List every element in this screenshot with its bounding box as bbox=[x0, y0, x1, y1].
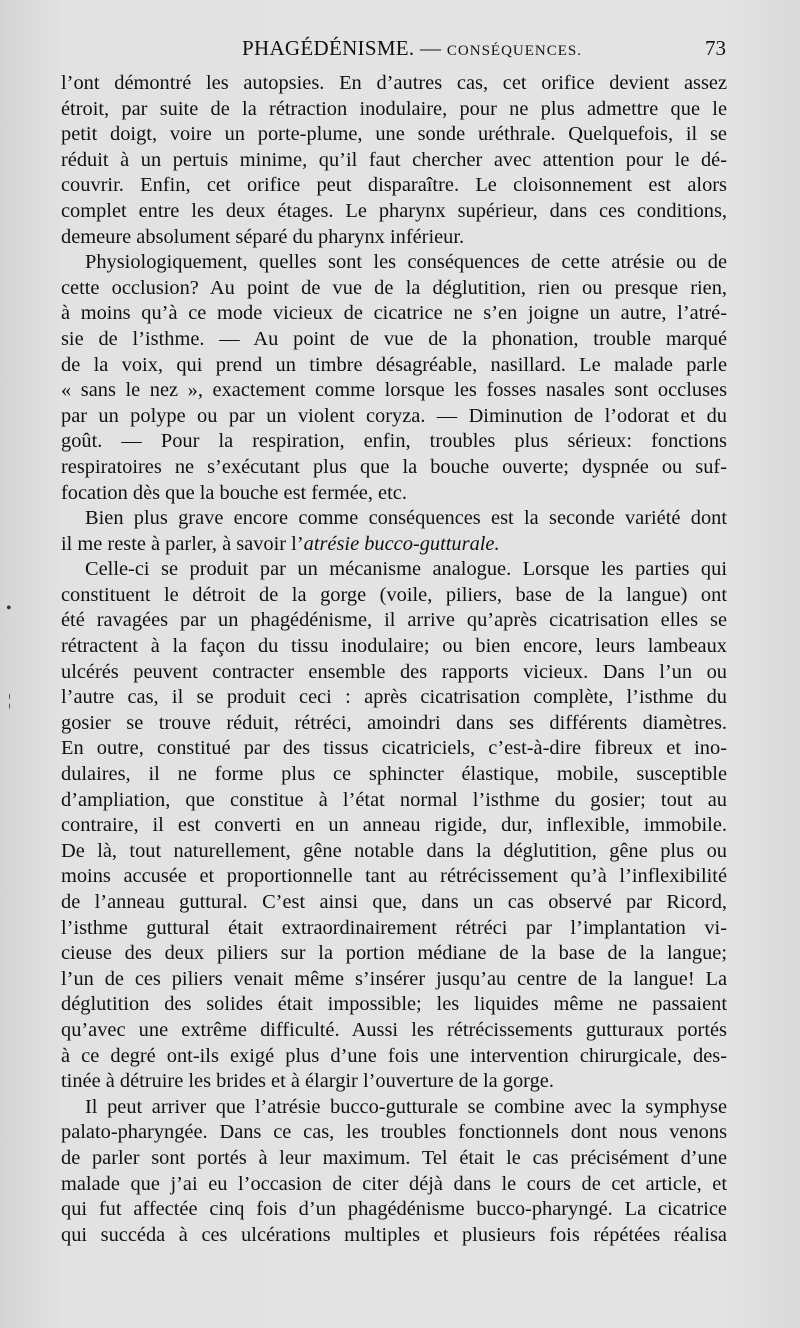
text-line: étroit, par suite de la rétraction inodulaire, pour ne plus admettre que le bbox=[61, 97, 727, 120]
page-number: 73 bbox=[705, 36, 726, 60]
italic-term: atrésie bucco-gutturale. bbox=[303, 532, 500, 555]
running-title bbox=[242, 36, 582, 61]
text-line: focation dès que la bouche est fermée, etc. bbox=[61, 481, 407, 504]
text-line: qui fut affectée cinq fois d’un phagédénisme bucco-pharyngé. La cicatrice bbox=[61, 1198, 727, 1221]
text-line: qu’avec une extrême difficulté. Aussi les rétrécissements gutturaux portés bbox=[61, 1018, 727, 1041]
text-line: respiratoires ne s’exécutant plus que la bouche ouverte; dyspnée ou suf- bbox=[61, 455, 727, 478]
margin-speck: ¦ bbox=[8, 692, 12, 709]
text-line: par un polype ou par un violent coryza. — Diminution de l’odorat et du bbox=[61, 404, 727, 427]
header-subtitle: CONSÉQUENCES. bbox=[446, 43, 583, 59]
text-line: l’un de ces piliers venait même s’insérer jusqu’au centre de la langue! La bbox=[61, 967, 727, 990]
text-line: De là, tout naturellement, gêne notable dans la déglutition, gêne plus ou bbox=[61, 839, 727, 862]
text-line: Physiologiquement, quelles sont les conséquences de cette atrésie ou de bbox=[85, 251, 727, 274]
text-line: contraire, il est converti en un anneau rigide, dur, inflexible, immobile. bbox=[61, 814, 727, 837]
text-line: Il peut arriver que l’atrésie bucco-gutturale se combine avec la symphyse bbox=[85, 1095, 727, 1118]
text-line: moins accusée et proportionnelle tant au rétrécissement qu’à l’inflexibilité bbox=[61, 865, 727, 888]
header-title: PHAGÉDÉNISME. bbox=[242, 36, 415, 60]
text-line: En outre, constitué par des tissus cicatriciels, c’est-à-dire fibreux et ino- bbox=[61, 737, 727, 760]
text-line: gosier se trouve réduit, rétréci, amoindri dans ses différents diamètres. bbox=[61, 711, 727, 734]
text-line: Bien plus grave encore comme conséquences est la seconde variété dont bbox=[85, 507, 727, 530]
text-line: rétractent à la façon du tissu inodulaire; ou bien encore, leurs lambeaux bbox=[61, 635, 727, 658]
text-line: déglutition des solides était impossible; les liquides même ne passaient bbox=[61, 993, 727, 1016]
text-line: constituent le détroit de la gorge (voile, piliers, base de la langue) ont bbox=[61, 583, 727, 606]
text-line: réduit à un pertuis minime, qu’il faut chercher avec attention pour le dé- bbox=[61, 148, 727, 171]
text-line: d’ampliation, que constitue à l’état normal l’isthme du gosier; tout au bbox=[61, 788, 727, 811]
text-line: ulcérés peuvent contracter ensemble des rapports vicieux. Dans l’un ou bbox=[61, 660, 727, 683]
text-line: petit doigt, voire un porte-plume, une sonde uréthrale. Quelquefois, il se bbox=[61, 123, 727, 146]
text-line: sie de l’isthme. — Au point de vue de la phonation, trouble marqué bbox=[61, 327, 727, 350]
text-line: demeure absolument séparé du pharynx inférieur. bbox=[61, 225, 465, 248]
text-line: Celle-ci se produit par un mécanisme analogue. Lorsque les parties qui bbox=[85, 558, 727, 581]
text-line: il me reste à parler, à savoir l’atrésie bucco-gutturale. bbox=[61, 532, 500, 555]
text-line: de la voix, qui prend un timbre désagréable, nasillard. Le malade parle bbox=[61, 353, 727, 376]
margin-speck: • bbox=[6, 600, 12, 617]
text-line: à moins qu’à ce mode vicieux de cicatrice ne s’en joigne un autre, l’atré- bbox=[61, 302, 727, 325]
text-line: cieuse des deux piliers sur la portion médiane de la base de la langue; bbox=[61, 942, 727, 965]
text-line: dulaires, il ne forme plus ce sphincter élastique, mobile, susceptible bbox=[61, 763, 727, 786]
text-line: l’autre cas, il se produit ceci : après cicatrisation complète, l’isthme du bbox=[61, 686, 727, 709]
text-line: de l’anneau guttural. C’est ainsi que, dans un cas observé par Ricord, bbox=[61, 891, 727, 913]
text-line: couvrir. Enfin, cet orifice peut disparaître. Le cloisonnement est alors bbox=[61, 174, 727, 197]
header-dash: — bbox=[420, 36, 442, 60]
text-line: complet entre les deux étages. Le pharynx supérieur, dans ces conditions, bbox=[61, 199, 727, 222]
text-line: palato-pharyngée. Dans ce cas, les troubles fonctionnels dont nous venons bbox=[61, 1121, 727, 1144]
text-line: de parler sont portés à leur maximum. Tel était le cas précisément d’une bbox=[61, 1146, 727, 1169]
text-line: goût. — Pour la respiration, enfin, troubles plus sérieux: fonctions bbox=[61, 430, 727, 453]
running-header bbox=[62, 36, 726, 66]
text-line: tinée à détruire les brides et à élargir l’ouverture de la gorge. bbox=[61, 1070, 554, 1093]
text-line: cette occlusion? Au point de vue de la déglutition, rien ou presque rien, bbox=[61, 276, 727, 299]
text-line: malade que j’ai eu l’occasion de citer déjà dans le cours de cet article, et bbox=[61, 1172, 727, 1195]
text-line: « sans le nez », exactement comme lorsque les fosses nasales sont occluses bbox=[61, 379, 727, 402]
text-line: l’isthme guttural était extraordinairement rétréci par l’implantation vi- bbox=[61, 916, 727, 939]
text-line: qui succéda à ces ulcérations multiples et plusieurs fois répétées réalisa bbox=[61, 1223, 727, 1246]
text-line: été ravagées par un phagédénisme, il arrive qu’après cicatrisation elles se bbox=[61, 609, 727, 632]
body-text bbox=[61, 71, 727, 1248]
text-line: l’ont démontré les autopsies. En d’autres cas, cet orifice devient assez bbox=[61, 72, 727, 94]
text-line: à ce degré ont-ils exigé plus d’une fois une intervention chirurgicale, des- bbox=[61, 1044, 727, 1067]
